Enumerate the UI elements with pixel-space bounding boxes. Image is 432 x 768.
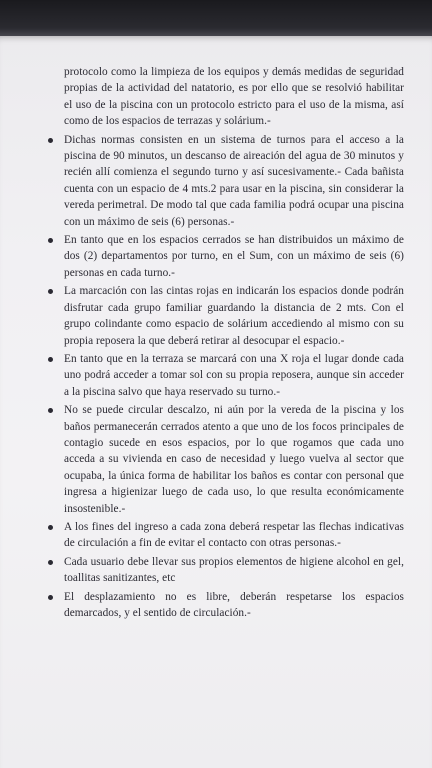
bullet-icon <box>48 138 53 143</box>
bullet-text: Cada usuario debe llevar sus propios elementos de higiene alcohol en gel, toallitas sanitizantes, etc <box>64 555 404 585</box>
bullet-text: En tanto que en los espacios cerrados se han distribuidos un máximo de dos (2) departamentos por turno, en el Sum, con un máximo de seis (6) personas en cada turno.- <box>64 234 404 279</box>
bullet-icon <box>48 560 53 565</box>
bullet-item-terraza <box>48 351 404 400</box>
bullet-item-espacios-cerrados <box>48 232 404 281</box>
intro-paragraph <box>48 64 404 130</box>
bullet-text: En tanto que en la terraza se marcará con una X roja el lugar donde cada uno podrá acceder a tomar sol con su propia reposera, aunque sin acceder a la piscina salvo que haya reservado su turno.- <box>64 352 404 398</box>
bullet-text: La marcación con las cintas rojas en indicarán los espacios donde podrán disfrutar cada grupo familiar guardando la distancia de 2 mts. Con el grupo colindante como espacio de solárium accediendo al mismo con su propia reposera la que deberá retirar al desocupar el espacio.- <box>64 285 404 347</box>
bullet-item-ingreso <box>48 519 404 552</box>
document-body <box>48 64 404 623</box>
paragraph-text: protocolo como la limpieza de los equipos y demás medidas de seguridad propias de la actividad del natatorio, es por ello que se resolvió habilitar el uso de la piscina con un protocolo estricto para el uso de la misma, así como de los espacios de terrazas y solárium.- <box>64 66 404 128</box>
background-edge <box>0 0 432 40</box>
bullet-item-cintas-rojas <box>48 283 404 349</box>
bullet-item-turnos <box>48 132 404 230</box>
bullet-item-descalzo <box>48 402 404 517</box>
bullet-item-desplazamiento <box>48 589 404 622</box>
bullet-icon <box>48 408 53 413</box>
bullet-text: Dichas normas consisten en un sistema de turnos para el acceso a la piscina de 90 minutos, un descanso de aireación del agua de 30 minutos y recién allí comienza el segundo turno y así sucesivamente.- Cada bañista cuenta con un espacio de 4 mts.2 para usar en la piscina, sin considerar la vereda perimetral. De modo tal que cada familia podrá ocupar una piscina con un máximo de seis (6) personas.- <box>64 133 404 228</box>
bullet-text: El desplazamiento no es libre, deberán respetarse los espacios demarcados, y el sentido de circulación.- <box>64 590 404 619</box>
bullet-icon <box>48 289 53 294</box>
bullet-icon <box>48 238 53 243</box>
bullet-text: A los fines del ingreso a cada zona deberá respetar las flechas indicativas de circulación a fin de evitar el contacto con otras personas.- <box>64 520 404 550</box>
bullet-icon <box>48 525 53 530</box>
bullet-item-higiene <box>48 554 404 587</box>
bullet-icon <box>48 595 53 600</box>
bullet-text: No se puede circular descalzo, ni aún por la vereda de la piscina y los baños permanecerán cerrados atento a que uno de los focos principales de contagio sucede en esos espacios, por lo que rogamos que cada uno acceda a su vivienda en caso de necesidad y luego vuelva al sector que ocupaba, la única forma de habilitar los baños es contar con personal que ingresa a higienizar luego de cada uso, lo que resulta económicamente insostenible.- <box>64 404 404 515</box>
bullet-icon <box>48 357 53 362</box>
